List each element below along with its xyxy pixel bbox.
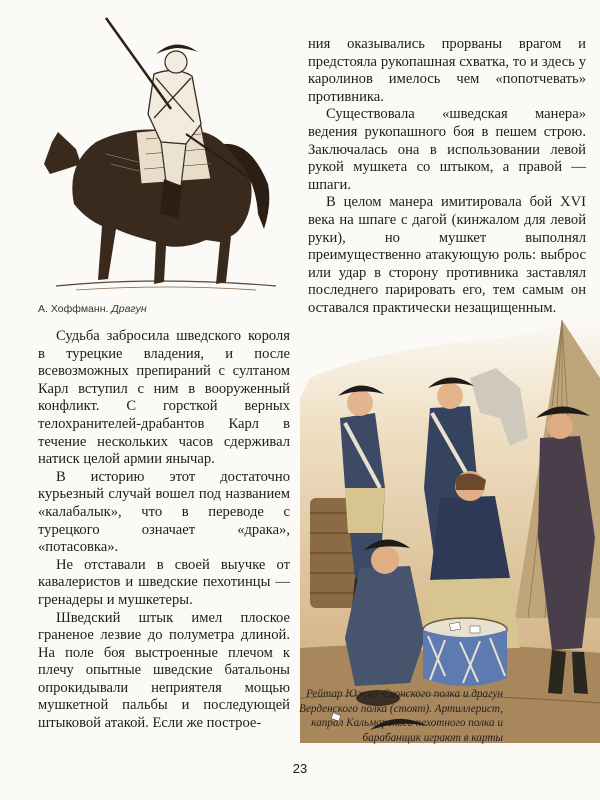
figure2-caption: Рейтар Южно-Сконского полка и драгун Верденского полка (стоят). Артиллерист, капрал Кальмарского пехотного полка и барабанщик играют в карты <box>299 688 503 744</box>
paragraph: В целом манера имитировала бой XVI века на шпаге с дагой (кинжалом для левой руки), но мушкет выполнял преимущественно атакующую роль: выброс или удар в сторону противника заставлял последнего парировать его, тем самым он оставался практически незащищенным. <box>308 194 586 316</box>
paragraph: Судьба забросила шведского короля в турецкие владения, и после всевозможных препираний с султаном Карл вступил с ним в вооруженный конфликт. С горсткой верных телохранителей-драбантов Карл в течение нескольких часов сдерживал натиск целой армии янычар. <box>38 328 290 468</box>
paragraph: В историю этот достаточно курьезный случай вошел под названием «калабалык», что в переводе с турецкого означает «драка», «потасовка». <box>38 468 290 556</box>
paragraph: Не отставали в своей выучке от кавалеристов и шведские пехотинцы — гренадеры и мушкетеры. <box>38 556 290 608</box>
paragraph: ния оказывались прорваны врагом и предстояла рукопашная схватка, то и здесь у каролинов имелось чем «попотчевать» противника. <box>308 36 586 105</box>
right-text-column <box>308 36 586 318</box>
page-number: 23 <box>292 761 308 776</box>
paragraph: Шведский штык имел плоское граненое лезвие до полуметра длиной. На поле боя выстроенные плечом к плечу опытные шведские батальоны опрокидывали неприятеля мощью мушкетной пальбы и последующей штыковой атакой. Если же построе- <box>38 609 290 732</box>
soldiers-painting <box>300 318 600 743</box>
left-text-column <box>38 328 290 733</box>
figure1-caption-author: А. Хоффманн. <box>38 303 109 315</box>
paragraph: Существовала «шведская манера» ведения рукопашного боя в пешем строю. Заключалась она в использовании левой рукой мушкета со штыком, а правой — шпаги. <box>308 106 586 193</box>
figure1-caption <box>38 303 147 315</box>
dragoon-engraving <box>36 14 286 296</box>
figure1-caption-title: Драгун <box>111 303 147 315</box>
